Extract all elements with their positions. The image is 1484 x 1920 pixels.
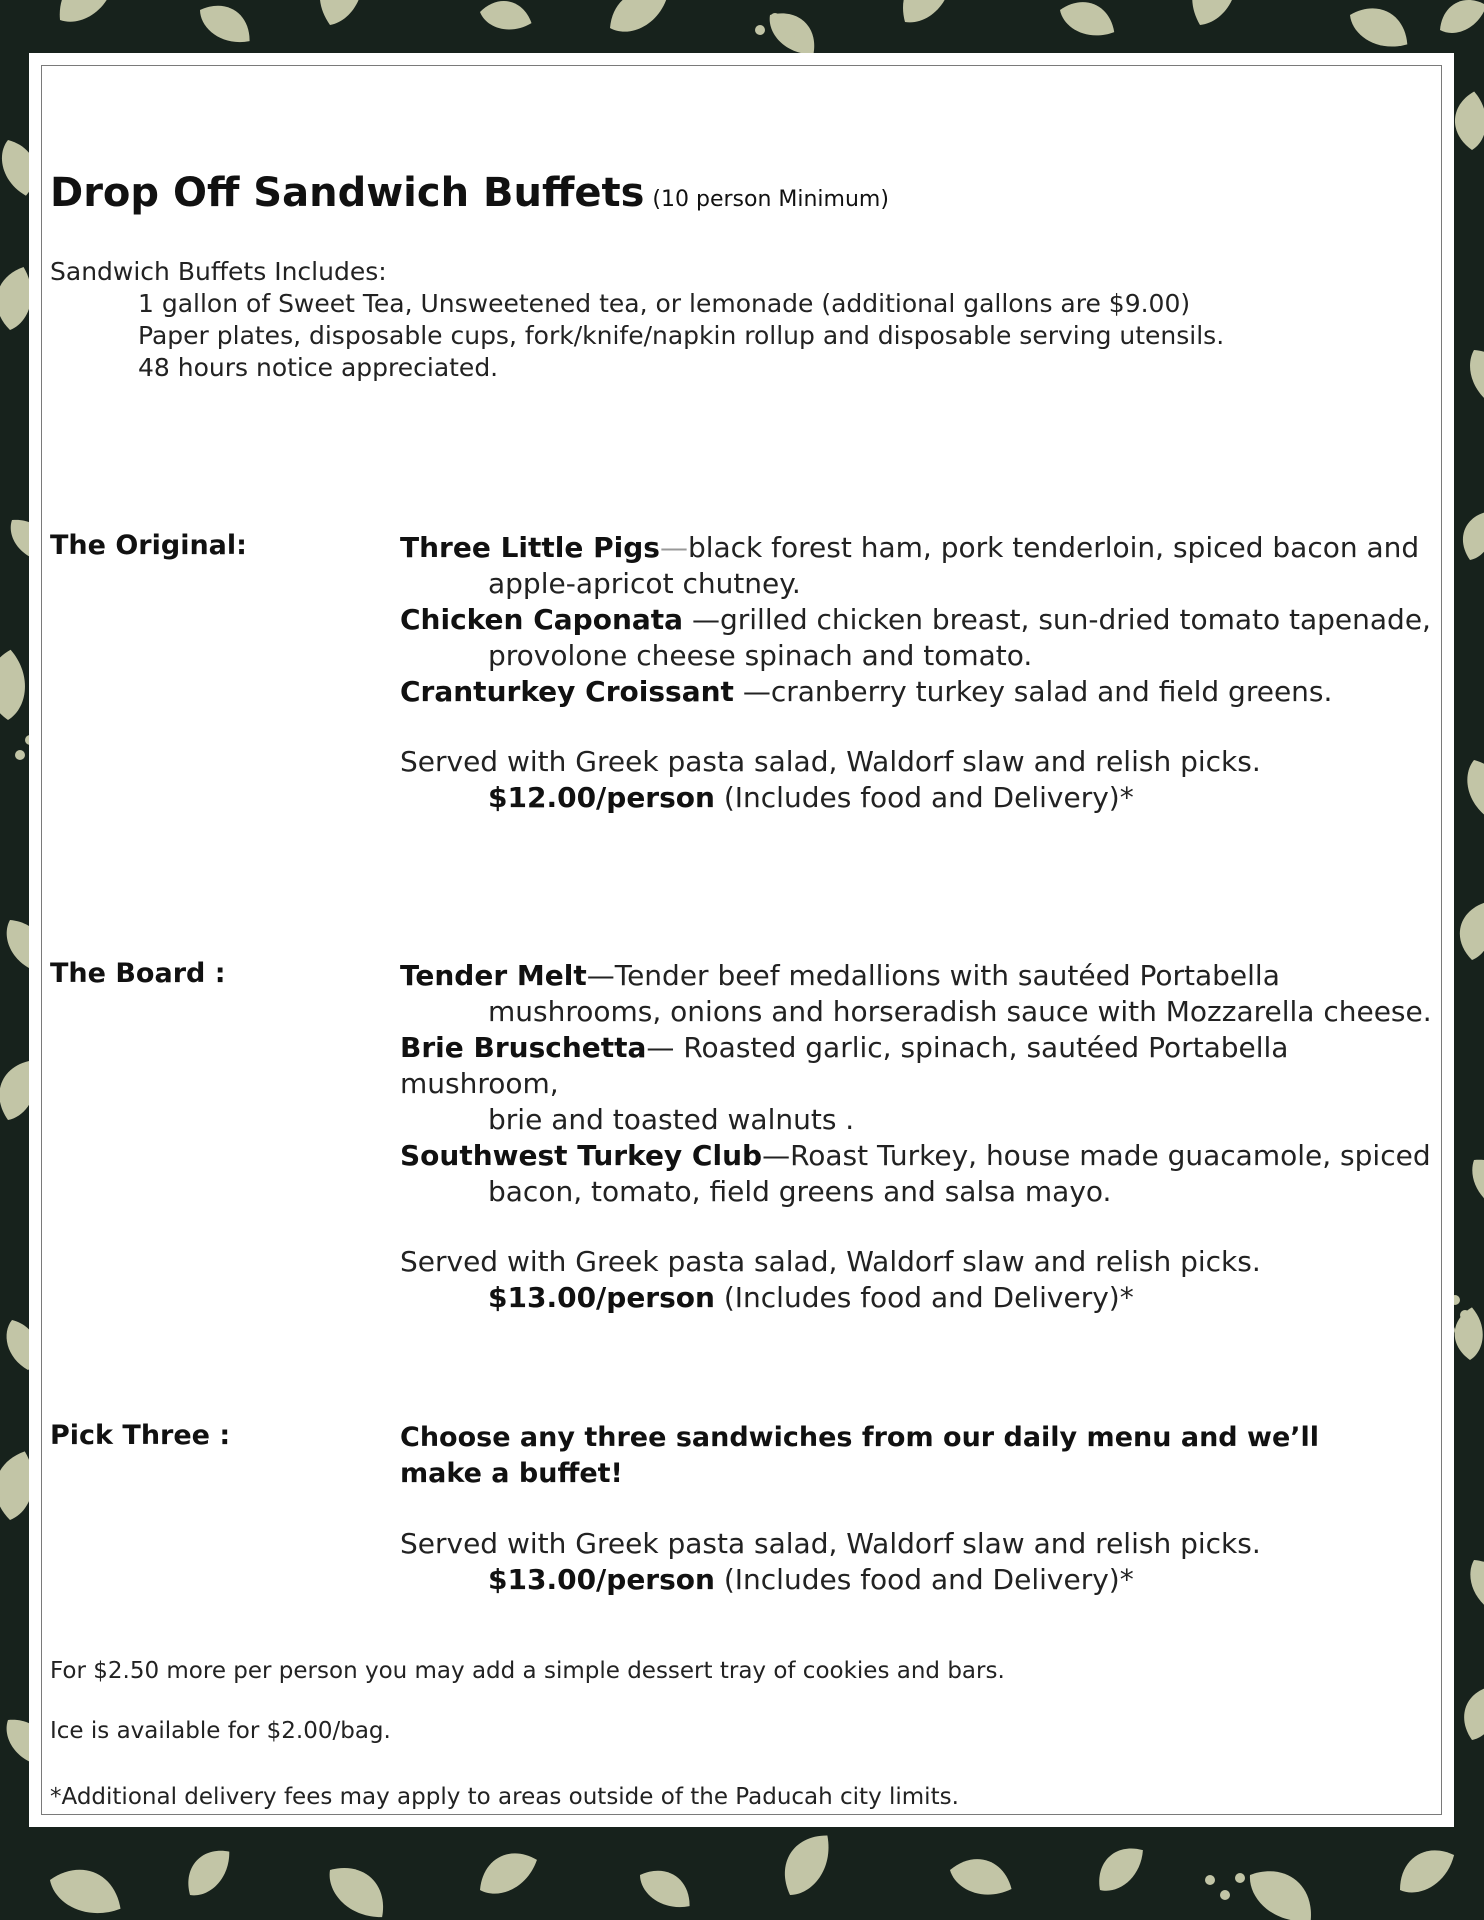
leaf-motif [321, 1853, 395, 1920]
price-line [400, 780, 1450, 816]
price-note: (Includes food and Delivery)* [714, 781, 1134, 814]
leaf-motif [1453, 1679, 1484, 1745]
served-with: Served with Greek pasta salad, Waldorf slaw and relish picks. [400, 745, 1261, 778]
menu-item [400, 958, 1450, 1030]
leaf-motif [305, 0, 379, 31]
berry-dot [1205, 1875, 1215, 1885]
leaf-motif [1464, 756, 1484, 825]
leaf-motif [44, 1855, 130, 1920]
leaf-motif [194, 0, 259, 55]
page-title [50, 170, 889, 216]
leaf-motif [1055, 0, 1121, 47]
price-note: (Includes food and Delivery)* [714, 1563, 1134, 1596]
berry-dot [15, 750, 25, 760]
leaf-motif [1464, 1552, 1484, 1624]
leaf-motif [1451, 898, 1484, 963]
leaf-motif [1087, 1838, 1153, 1897]
leaf-motif [1344, 0, 1416, 60]
section-label: Pick Three : [50, 1420, 231, 1451]
served-with: Served with Greek pasta salad, Waldorf slaw and relish picks. [400, 1527, 1261, 1560]
leaf-motif [888, 0, 966, 31]
note-dessert-tray: For $2.50 more per person you may add a simple dessert tray of cookies and bars. [50, 1658, 1005, 1684]
item-description-cont: provolone cheese spinach and tomato. [488, 639, 1033, 672]
price-line [400, 1562, 1450, 1598]
price: $13.00/person [488, 1281, 715, 1314]
item-name: Cranturkey Croissant [400, 675, 734, 708]
berry-dot [770, 13, 780, 23]
item-description: cranberry turkey salad and field greens. [770, 675, 1333, 708]
menu-item [400, 530, 1450, 602]
item-description: Tender beef medallions with sautéed Portabella [614, 959, 1280, 992]
item-description: Roast Turkey, house made guacamole, spiced [790, 1139, 1431, 1172]
menu-item [400, 602, 1450, 674]
menu-item [400, 1138, 1450, 1210]
leaf-motif [1241, 1855, 1324, 1920]
leaf-motif [477, 0, 536, 38]
buffet-includes [50, 256, 1224, 384]
item-dash: — [733, 675, 771, 708]
section-body [400, 958, 1450, 1316]
leaf-motif [1176, 0, 1253, 32]
berry-dot [755, 25, 765, 35]
berry-dot [1460, 1310, 1470, 1320]
leaf-motif [770, 1824, 844, 1902]
menu-item [400, 1030, 1450, 1138]
section-body [400, 530, 1450, 816]
menu-item [400, 674, 1450, 710]
note-delivery-fees: *Additional delivery fees may apply to areas outside of the Paducah city limits. [50, 1784, 959, 1810]
item-description: grilled chicken breast, sun-dried tomato tapenade, [719, 603, 1431, 636]
served-with: Served with Greek pasta salad, Waldorf slaw and relish picks. [400, 1245, 1261, 1278]
leaf-motif [176, 1841, 241, 1903]
item-dash: — [646, 1031, 684, 1064]
section-label: The Original: [50, 530, 247, 561]
item-dash: — [683, 603, 720, 636]
berry-dot [785, 29, 795, 39]
leaf-motif [1463, 341, 1484, 420]
includes-line: 48 hours notice appreciated. [138, 353, 499, 382]
includes-line: 1 gallon of Sweet Tea, Unsweetened tea, or lemonade (additional gallons are $9.00) [138, 289, 1191, 318]
leaf-motif [0, 647, 32, 722]
item-description-cont: brie and toasted walnuts . [488, 1103, 855, 1136]
item-dash: — [586, 959, 615, 992]
price-line [400, 1280, 1450, 1316]
title-minimum-note: (10 person Minimum) [652, 187, 889, 212]
includes-heading: Sandwich Buffets Includes: [50, 257, 387, 286]
section-body [400, 1420, 1450, 1598]
price-note: (Includes food and Delivery)* [714, 1281, 1134, 1314]
leaf-motif [634, 1858, 699, 1920]
item-description: Roasted garlic, spinach, sautéed Portabella mushroom, [400, 1031, 1289, 1100]
berry-dot [1220, 1890, 1230, 1900]
item-name: Three Little Pigs [400, 531, 660, 564]
item-dash: — [762, 1139, 791, 1172]
item-name: Brie Bruschetta [400, 1031, 647, 1064]
leaf-motif [1464, 1147, 1484, 1226]
item-description-cont: bacon, tomato, field greens and salsa mayo. [488, 1175, 1112, 1208]
leaf-motif [1453, 505, 1484, 565]
leaf-motif [1433, 0, 1484, 38]
note-ice: Ice is available for $2.00/bag. [50, 1718, 391, 1744]
leaf-motif [1390, 1841, 1463, 1900]
leaf-motif [472, 1845, 544, 1900]
leaf-motif [946, 1848, 1019, 1907]
leaf-motif [47, 0, 126, 30]
section-label: The Board : [50, 958, 226, 989]
item-name: Tender Melt [400, 959, 587, 992]
item-description-cont: mushrooms, onions and horseradish sauce with Mozzarella cheese. [488, 995, 1432, 1028]
item-description-cont: apple-apricot chutney. [488, 567, 801, 600]
item-description: black forest ham, pork tenderloin, spiced bacon and [687, 531, 1420, 564]
price: $12.00/person [488, 781, 715, 814]
leaf-motif [1450, 89, 1484, 152]
item-name: Southwest Turkey Club [400, 1139, 763, 1172]
price: $13.00/person [488, 1563, 715, 1596]
item-dash: — [659, 531, 688, 564]
berry-dot [1235, 1873, 1245, 1883]
includes-line: Paper plates, disposable cups, fork/knife/napkin rollup and disposable serving utensils. [138, 321, 1225, 350]
pick-three-headline: Choose any three sandwiches from our daily menu and we’ll make a buffet! [400, 1422, 1320, 1489]
title-text: Drop Off Sandwich Buffets [50, 170, 645, 216]
item-name: Chicken Caponata [400, 603, 684, 636]
leaf-motif [602, 0, 674, 38]
